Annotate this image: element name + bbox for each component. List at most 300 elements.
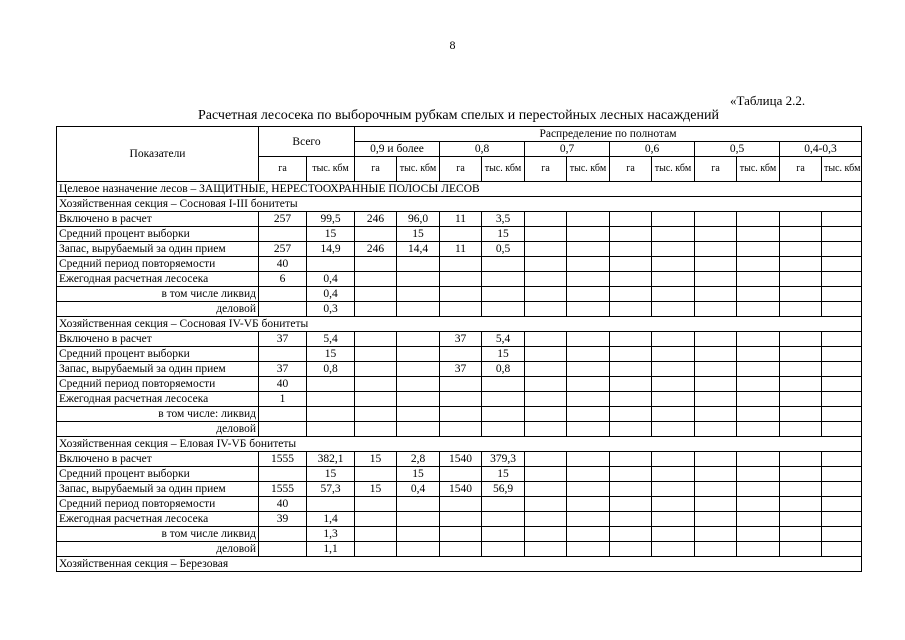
table-cell <box>652 272 695 287</box>
table-cell <box>567 212 610 227</box>
table-cell <box>482 302 525 317</box>
table-cell <box>525 227 567 242</box>
allowable-cut-table <box>56 126 862 572</box>
table-cell <box>780 392 822 407</box>
table-cell <box>737 212 780 227</box>
header-unit-area: га <box>355 157 397 182</box>
table-cell <box>567 497 610 512</box>
table-cell <box>610 287 652 302</box>
row-label: Ежегодная расчетная лесосека <box>57 512 259 527</box>
table-row <box>57 482 862 497</box>
table-cell: 57,3 <box>307 482 355 497</box>
table-row <box>57 212 862 227</box>
table-cell <box>822 407 862 422</box>
table-cell <box>567 287 610 302</box>
header-density-group: 0,8 <box>440 142 525 157</box>
table-cell <box>355 467 397 482</box>
section-title-row-text: Хозяйственная секция – Еловая IV-VБ бонитеты <box>57 437 862 452</box>
row-label: в том числе: ликвид <box>57 407 259 422</box>
table-cell <box>567 347 610 362</box>
table-cell <box>822 392 862 407</box>
table-cell: 14,4 <box>397 242 440 257</box>
table-cell <box>652 212 695 227</box>
table-cell <box>259 527 307 542</box>
row-label: Средний период повторяемости <box>57 497 259 512</box>
section-title-row <box>57 437 862 452</box>
table-cell <box>822 512 862 527</box>
table-cell <box>307 497 355 512</box>
table-cell: 15 <box>307 227 355 242</box>
table-cell <box>780 302 822 317</box>
table-cell <box>695 422 737 437</box>
header-unit-area: га <box>259 157 307 182</box>
table-cell <box>355 227 397 242</box>
table-cell <box>610 452 652 467</box>
table-cell <box>822 212 862 227</box>
table-cell: 14,9 <box>307 242 355 257</box>
table-cell <box>525 512 567 527</box>
table-cell: 5,4 <box>307 332 355 347</box>
table-cell <box>355 347 397 362</box>
table-cell <box>440 542 482 557</box>
table-cell <box>397 392 440 407</box>
table-cell <box>695 332 737 347</box>
table-cell <box>780 347 822 362</box>
table-cell <box>440 497 482 512</box>
section-title-row <box>57 557 862 572</box>
table-cell <box>397 422 440 437</box>
table-cell <box>695 212 737 227</box>
table-cell: 0,3 <box>307 302 355 317</box>
section-title-row-text: Хозяйственная секция – Березовая <box>57 557 862 572</box>
table-cell: 1540 <box>440 482 482 497</box>
table-cell <box>397 527 440 542</box>
table-cell <box>695 377 737 392</box>
row-label: Средний процент выборки <box>57 227 259 242</box>
table-cell <box>822 347 862 362</box>
table-cell <box>780 482 822 497</box>
table-cell <box>355 362 397 377</box>
table-cell: 246 <box>355 242 397 257</box>
table-cell <box>525 527 567 542</box>
table-cell <box>610 302 652 317</box>
table-cell <box>440 377 482 392</box>
table-cell <box>695 467 737 482</box>
table-cell: 15 <box>355 452 397 467</box>
table-cell: 0,4 <box>307 272 355 287</box>
table-cell: 2,8 <box>397 452 440 467</box>
table-cell <box>822 377 862 392</box>
table-row <box>57 422 862 437</box>
table-cell <box>695 527 737 542</box>
section-title-row-text: Хозяйственная секция – Сосновая I-III бонитеты <box>57 197 862 212</box>
table-cell <box>482 392 525 407</box>
table-title: Расчетная лесосека по выборочным рубкам спелых и перестойных лесных насаждений <box>197 108 719 123</box>
table-cell: 0,4 <box>397 482 440 497</box>
table-cell <box>695 242 737 257</box>
table-cell <box>397 272 440 287</box>
table-cell <box>440 287 482 302</box>
table-row <box>57 332 862 347</box>
table-cell <box>567 482 610 497</box>
table-cell <box>440 272 482 287</box>
table-cell: 0,8 <box>482 362 525 377</box>
table-cell <box>695 347 737 362</box>
table-cell <box>525 332 567 347</box>
table-cell: 257 <box>259 242 307 257</box>
table-cell: 257 <box>259 212 307 227</box>
table-cell <box>822 467 862 482</box>
row-label: в том числе ликвид <box>57 527 259 542</box>
table-cell <box>307 377 355 392</box>
table-cell <box>610 482 652 497</box>
table-cell <box>652 287 695 302</box>
table-cell: 37 <box>259 332 307 347</box>
table-cell <box>397 362 440 377</box>
table-cell <box>822 542 862 557</box>
table-cell <box>567 227 610 242</box>
target-purpose-row-text: Целевое назначение лесов – ЗАЩИТНЫЕ, НЕРЕСТООХРАННЫЕ ПОЛОСЫ ЛЕСОВ <box>57 182 862 197</box>
table-cell <box>737 272 780 287</box>
table-cell <box>610 467 652 482</box>
table-cell <box>525 422 567 437</box>
table-cell <box>737 302 780 317</box>
table-cell <box>737 392 780 407</box>
table-cell: 382,1 <box>307 452 355 467</box>
table-cell <box>652 242 695 257</box>
table-cell <box>525 407 567 422</box>
header-unit-area: га <box>780 157 822 182</box>
table-cell <box>652 332 695 347</box>
header-density-group: 0,7 <box>525 142 610 157</box>
table-cell <box>355 332 397 347</box>
row-label: Включено в расчет <box>57 452 259 467</box>
table-cell <box>525 467 567 482</box>
table-cell <box>822 452 862 467</box>
table-cell <box>822 422 862 437</box>
table-cell <box>355 377 397 392</box>
section-title-row <box>57 317 862 332</box>
table-cell <box>440 392 482 407</box>
table-cell <box>525 392 567 407</box>
table-cell <box>567 332 610 347</box>
table-cell <box>695 497 737 512</box>
table-row <box>57 257 862 272</box>
table-cell <box>737 377 780 392</box>
table-cell <box>355 497 397 512</box>
table-cell <box>355 302 397 317</box>
table-cell <box>440 347 482 362</box>
table-cell <box>525 242 567 257</box>
table-cell <box>610 512 652 527</box>
table-cell: 1555 <box>259 482 307 497</box>
table-cell <box>652 407 695 422</box>
table-cell <box>355 287 397 302</box>
table-row <box>57 287 862 302</box>
row-label: Средний период повторяемости <box>57 257 259 272</box>
table-cell <box>482 257 525 272</box>
table-cell <box>780 272 822 287</box>
section-title-row-text: Хозяйственная секция – Сосновая IV-VБ бонитеты <box>57 317 862 332</box>
header-unit-area: га <box>525 157 567 182</box>
table-cell: 15 <box>307 347 355 362</box>
table-cell <box>397 287 440 302</box>
row-label: Запас, вырубаемый за один прием <box>57 482 259 497</box>
table-cell <box>780 227 822 242</box>
table-cell <box>567 272 610 287</box>
table-cell <box>652 527 695 542</box>
table-cell <box>780 497 822 512</box>
table-row <box>57 452 862 467</box>
table-cell <box>567 512 610 527</box>
table-cell <box>525 257 567 272</box>
table-cell <box>695 452 737 467</box>
table-cell <box>482 422 525 437</box>
table-cell <box>525 287 567 302</box>
table-cell <box>482 527 525 542</box>
table-cell <box>610 272 652 287</box>
table-cell <box>737 512 780 527</box>
table-row <box>57 377 862 392</box>
header-unit-volume: тыс. кбм <box>307 157 355 182</box>
table-cell: 1 <box>259 392 307 407</box>
table-cell <box>822 302 862 317</box>
table-cell: 37 <box>259 362 307 377</box>
table-cell <box>780 287 822 302</box>
table-cell <box>355 422 397 437</box>
table-cell <box>737 347 780 362</box>
table-row <box>57 272 862 287</box>
table-cell <box>567 467 610 482</box>
table-row <box>57 407 862 422</box>
table-cell <box>652 392 695 407</box>
table-reference: «Таблица 2.2. <box>730 93 806 108</box>
table-cell <box>440 512 482 527</box>
table-cell <box>525 542 567 557</box>
table-cell <box>355 272 397 287</box>
table-cell <box>397 542 440 557</box>
table-cell <box>567 392 610 407</box>
table-cell <box>355 392 397 407</box>
row-label: деловой <box>57 422 259 437</box>
table-cell <box>525 482 567 497</box>
row-label: деловой <box>57 542 259 557</box>
row-label: Средний период повторяемости <box>57 377 259 392</box>
table-cell: 379,3 <box>482 452 525 467</box>
table-cell <box>695 227 737 242</box>
table-cell <box>695 482 737 497</box>
table-cell: 0,4 <box>307 287 355 302</box>
table-cell <box>652 542 695 557</box>
table-cell <box>737 257 780 272</box>
table-cell <box>307 392 355 407</box>
table-cell <box>259 407 307 422</box>
row-label: Включено в расчет <box>57 212 259 227</box>
table-cell <box>652 377 695 392</box>
table-cell <box>652 467 695 482</box>
table-cell <box>567 257 610 272</box>
table-cell <box>822 287 862 302</box>
row-label: Ежегодная расчетная лесосека <box>57 392 259 407</box>
table-cell <box>610 332 652 347</box>
table-cell: 15 <box>397 467 440 482</box>
table-cell: 15 <box>482 347 525 362</box>
table-cell <box>737 452 780 467</box>
table-cell <box>695 407 737 422</box>
table-cell: 37 <box>440 332 482 347</box>
table-cell: 1,4 <box>307 512 355 527</box>
table-cell <box>737 287 780 302</box>
row-label: в том числе ликвид <box>57 287 259 302</box>
table-cell <box>440 527 482 542</box>
table-cell <box>822 272 862 287</box>
table-cell <box>737 467 780 482</box>
table-cell <box>259 227 307 242</box>
table-cell <box>259 542 307 557</box>
table-cell <box>610 407 652 422</box>
page-number: 8 <box>449 38 456 52</box>
section-title-row <box>57 197 862 212</box>
table-cell <box>780 377 822 392</box>
table-cell <box>737 332 780 347</box>
table-cell <box>567 542 610 557</box>
table-cell <box>780 467 822 482</box>
row-label: Запас, вырубаемый за один прием <box>57 242 259 257</box>
table-row <box>57 527 862 542</box>
table-row <box>57 542 862 557</box>
table-cell <box>822 332 862 347</box>
table-cell <box>822 227 862 242</box>
table-row <box>57 227 862 242</box>
table-cell <box>780 257 822 272</box>
table-cell: 11 <box>440 242 482 257</box>
table-cell <box>822 242 862 257</box>
header-unit-area: га <box>610 157 652 182</box>
header-density-group: 0,5 <box>695 142 780 157</box>
table-cell <box>737 407 780 422</box>
table-cell: 1555 <box>259 452 307 467</box>
table-cell <box>525 377 567 392</box>
table-cell <box>307 257 355 272</box>
table-cell <box>482 407 525 422</box>
table-cell <box>695 257 737 272</box>
table-cell <box>737 422 780 437</box>
table-cell <box>567 527 610 542</box>
table-cell <box>780 242 822 257</box>
table-cell <box>780 407 822 422</box>
table-cell <box>610 347 652 362</box>
table-cell <box>567 377 610 392</box>
table-cell <box>652 347 695 362</box>
table-cell: 1,1 <box>307 542 355 557</box>
table-cell <box>822 362 862 377</box>
table-cell <box>567 422 610 437</box>
table-row <box>57 362 862 377</box>
table-cell <box>610 422 652 437</box>
table-cell <box>355 542 397 557</box>
table-row <box>57 512 862 527</box>
table-cell <box>822 527 862 542</box>
table-cell: 3,5 <box>482 212 525 227</box>
table-cell <box>610 497 652 512</box>
table-cell <box>567 362 610 377</box>
table-cell <box>397 512 440 527</box>
table-row <box>57 467 862 482</box>
table-cell <box>780 422 822 437</box>
table-cell: 5,4 <box>482 332 525 347</box>
table-cell <box>695 272 737 287</box>
table-cell <box>610 227 652 242</box>
table-cell <box>737 527 780 542</box>
table-cell: 39 <box>259 512 307 527</box>
table-cell: 6 <box>259 272 307 287</box>
table-cell: 40 <box>259 497 307 512</box>
table-cell <box>440 227 482 242</box>
table-cell <box>610 257 652 272</box>
table-cell <box>440 467 482 482</box>
table-cell: 15 <box>307 467 355 482</box>
table-cell <box>737 242 780 257</box>
table-cell <box>610 362 652 377</box>
header-total: Всего <box>259 127 355 157</box>
table-cell <box>695 392 737 407</box>
header-density-group: 0,6 <box>610 142 695 157</box>
row-label: Ежегодная расчетная лесосека <box>57 272 259 287</box>
table-cell <box>610 542 652 557</box>
table-cell <box>652 422 695 437</box>
table-cell <box>440 257 482 272</box>
table-cell: 1,3 <box>307 527 355 542</box>
table-row <box>57 302 862 317</box>
table-cell <box>695 542 737 557</box>
table-cell <box>355 257 397 272</box>
header-unit-volume: тыс. кбм <box>822 157 862 182</box>
table-cell <box>355 527 397 542</box>
table-cell <box>397 302 440 317</box>
table-cell <box>652 362 695 377</box>
table-cell <box>259 302 307 317</box>
table-cell <box>307 422 355 437</box>
table-cell <box>695 287 737 302</box>
table-cell <box>695 512 737 527</box>
table-cell <box>525 212 567 227</box>
table-cell <box>780 332 822 347</box>
table-cell <box>525 302 567 317</box>
table-cell <box>610 392 652 407</box>
table-row <box>57 497 862 512</box>
table-cell: 15 <box>482 467 525 482</box>
table-cell <box>610 212 652 227</box>
table-cell <box>652 302 695 317</box>
table-cell <box>737 542 780 557</box>
table-cell <box>259 287 307 302</box>
table-cell <box>780 527 822 542</box>
table-cell <box>482 287 525 302</box>
table-cell: 40 <box>259 377 307 392</box>
table-cell <box>780 452 822 467</box>
table-cell: 96,0 <box>397 212 440 227</box>
row-label: деловой <box>57 302 259 317</box>
table-cell <box>482 272 525 287</box>
table-cell: 15 <box>355 482 397 497</box>
table-cell <box>525 272 567 287</box>
table-cell <box>440 422 482 437</box>
target-purpose-row <box>57 182 862 197</box>
header-unit-volume: тыс. кбм <box>397 157 440 182</box>
table-cell <box>652 227 695 242</box>
table-cell <box>259 422 307 437</box>
table-cell <box>737 227 780 242</box>
